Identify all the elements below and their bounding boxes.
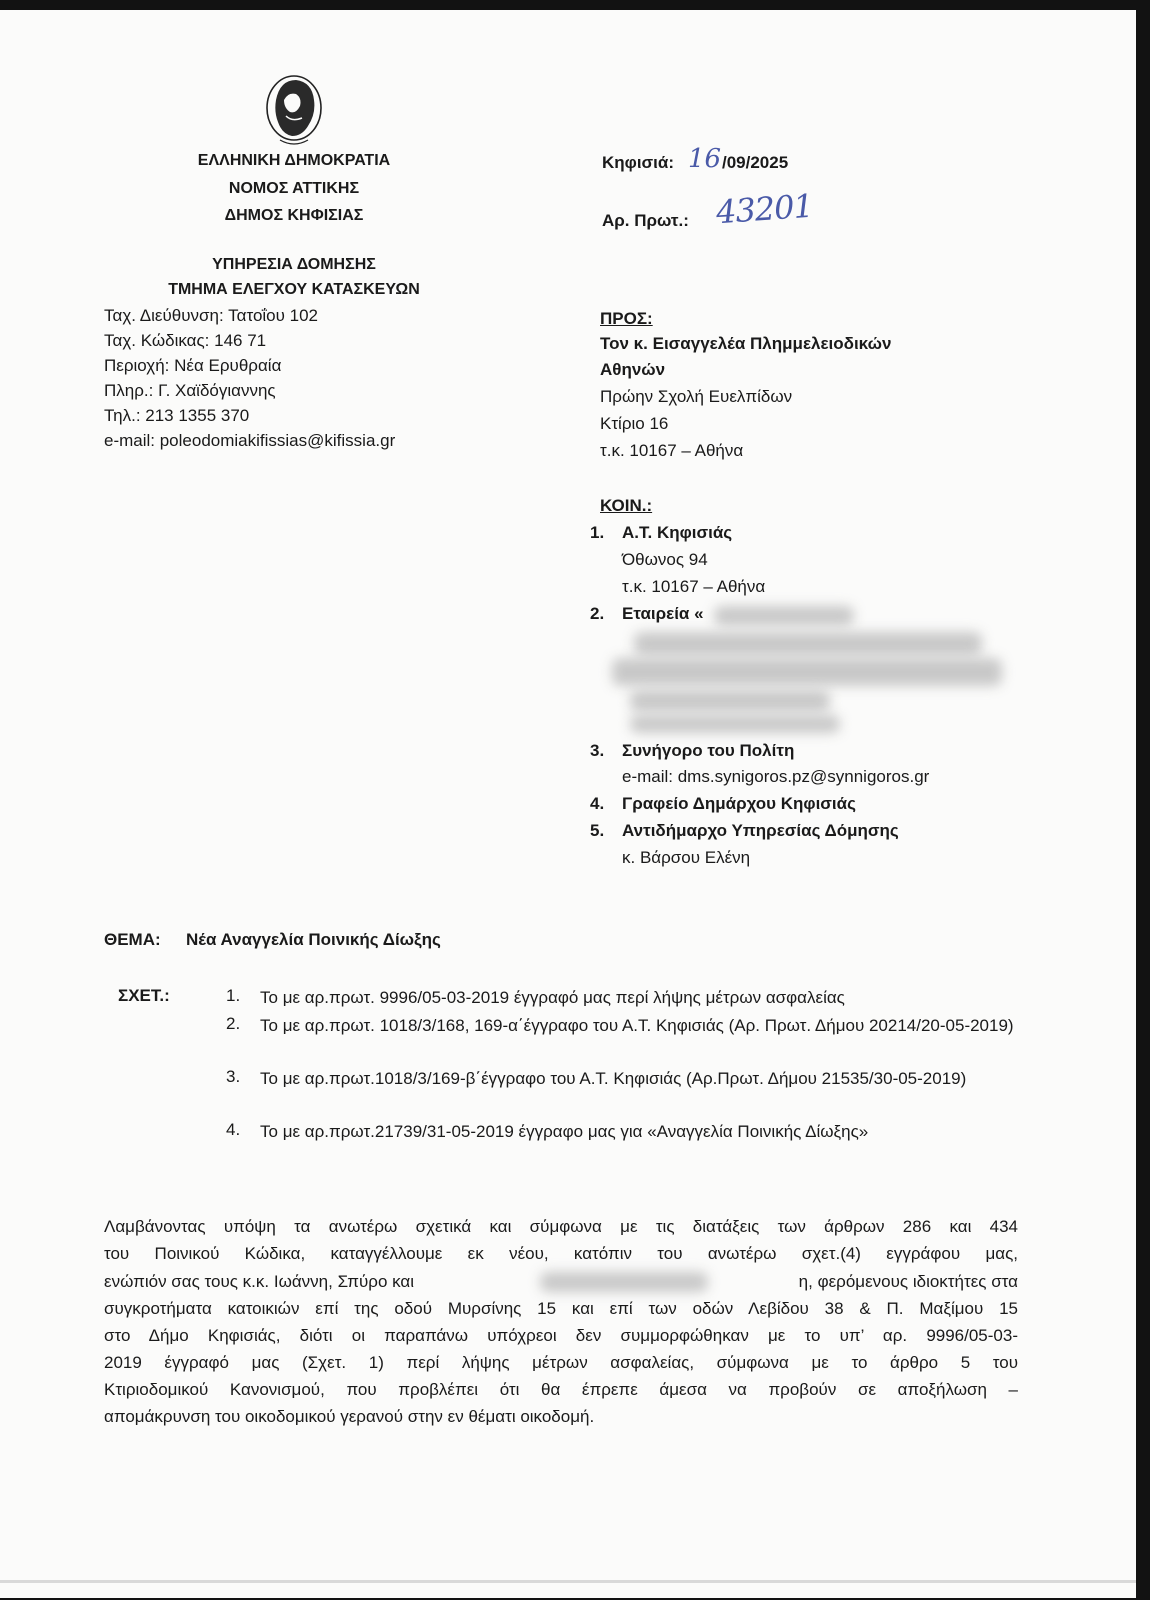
contact-email: e-mail: poleodomiakifissias@kifissia.gr <box>104 431 396 450</box>
related-item-text: Το με αρ.πρωτ. 9996/05-03-2019 έγγραφό μας περί λήψης μέτρων ασφαλείας <box>260 988 845 1007</box>
contact-phone: Τηλ.: 213 1355 370 <box>104 406 250 425</box>
header-service: ΥΠΗΡΕΣΙΑ ΔΟΜΗΣΗΣ <box>212 256 376 273</box>
cc-item-line: e-mail: dms.synigoros.pz@synnigoros.gr <box>622 767 930 786</box>
header-department: ΤΜΗΜΑ ΕΛΕΓΧΟΥ ΚΑΤΑΣΚΕΥΩΝ <box>168 281 420 298</box>
cc-item-title: Γραφείο Δημάρχου Κηφισιάς <box>622 794 856 813</box>
related-item-num: 1. <box>226 986 241 1005</box>
subject-text: Νέα Αναγγελία Ποινικής Δίωξης <box>186 930 441 949</box>
contact-postcode: Ταχ. Κώδικας: 146 71 <box>104 331 267 350</box>
redacted-block <box>630 715 840 733</box>
protocol-number-handwritten: 43201 <box>714 186 815 232</box>
redacted-block <box>612 658 1002 686</box>
header-state: ΕΛΛΗΝΙΚΗ ΔΗΜΟΚΡΑΤΙΑ <box>197 152 391 169</box>
cc-item-num: 5. <box>590 821 605 840</box>
contact-info: Πληρ.: Γ. Χαϊδόγιαννης <box>104 381 276 400</box>
redacted-block <box>630 690 830 712</box>
related-item-num: 2. <box>226 1014 241 1033</box>
related-item-num: 4. <box>226 1120 241 1139</box>
header-municipality: ΔΗΜΟΣ ΚΗΦΙΣΙΑΣ <box>224 207 364 224</box>
to-line2: Αθηνών <box>600 360 666 379</box>
body-line: του Ποινικού Κώδικα, καταγγέλλουμε εκ νέου, κατόπιν του ανωτέρω σχετ.(4) εγγράφου μας, <box>104 1244 1018 1263</box>
header-prefecture: ΝΟΜΟΣ ΑΤΤΙΚΗΣ <box>228 180 360 197</box>
cc-item-num: 4. <box>590 794 605 813</box>
contact-area: Περιοχή: Νέα Ερυθραία <box>104 356 282 375</box>
body-line: απομάκρυνση του οικοδομικού γερανού στην εν θέματι οικοδομή. <box>104 1407 595 1426</box>
redacted-block <box>634 632 982 656</box>
greek-emblem-logo <box>262 70 326 156</box>
cc-item-title: Συνήγορο του Πολίτη <box>622 741 795 760</box>
body-line: Λαμβάνοντας υπόψη τα ανωτέρω σχετικά και σύμφωνα με τις διατάξεις των άρθρων 286 και 434 <box>104 1217 1018 1236</box>
body-line: 2019 έγγραφό μας (Σχετ. 1) περί λήψης μέτρων ασφαλείας, σύμφωνα με το άρθρο 5 του <box>104 1353 1018 1372</box>
body-line: στο Δήμο Κηφισιάς, διότι οι παραπάνω υπόχρεοι δεν συμμορφώθηκαν με το υπ’ αρ. 9996/05-03- <box>104 1326 1018 1345</box>
related-item-text: Το με αρ.πρωτ. 1018/3/168, 169-α΄έγγραφο του Α.Τ. Κηφισιάς (Αρ. Πρωτ. Δήμου 20214/20-05-2019) <box>260 1016 1014 1035</box>
cc-item-num: 1. <box>590 523 605 542</box>
contact-address: Ταχ. Διεύθυνση: Τατοΐου 102 <box>104 306 319 325</box>
cc-item-num: 3. <box>590 741 605 760</box>
cc-item-line: κ. Βάρσου Ελένη <box>622 848 751 867</box>
body-line: Κτιριοδομικού Κανονισμού, που προβλέπει ότι θα έπρεπε άμεσα να προβούν σε αποξήλωση – <box>104 1380 1018 1399</box>
cc-item-title: Αντιδήμαρχο Υπηρεσίας Δόμησης <box>622 821 899 840</box>
body-line-part: η, φερόμενους ιδιοκτήτες στα <box>798 1272 1018 1291</box>
related-item-text: Το με αρ.πρωτ.21739/31-05-2019 έγγραφο μας για «Αναγγελία Ποινικής Δίωξης» <box>260 1122 869 1141</box>
cc-item-line: Όθωνος 94 <box>622 550 708 569</box>
date-day-handwritten: 16 <box>688 144 722 174</box>
body-line: συγκροτήματα κατοικιών επί της οδού Μυρσίνης 15 και επί των οδών Λεβίδου 38 & Π. Μαξίμου 15 <box>104 1299 1018 1318</box>
to-line4: Κτίριο 16 <box>600 414 669 433</box>
date-rest: /09/2025 <box>722 153 789 172</box>
to-line5: τ.κ. 10167 – Αθήνα <box>600 441 744 460</box>
related-item-num: 3. <box>226 1067 241 1086</box>
to-line1: Τον κ. Εισαγγελέα Πλημμελειοδικών <box>600 334 892 353</box>
cc-heading: ΚΟΙΝ.: <box>600 496 653 515</box>
protocol-label: Αρ. Πρωτ.: <box>602 211 689 230</box>
subject-label: ΘΕΜΑ: <box>104 930 161 949</box>
related-label: ΣΧΕΤ.: <box>118 986 170 1005</box>
date-label: Κηφισιά: <box>602 153 675 172</box>
redacted-block <box>540 1272 708 1292</box>
body-line-part: ενώπιόν σας τους κ.κ. Ιωάννη, Σπύρο και <box>104 1272 415 1291</box>
cc-item-title: Α.Τ. Κηφισιάς <box>622 523 733 542</box>
to-line3: Πρώην Σχολή Ευελπίδων <box>600 387 793 406</box>
cc-item-title: Εταιρεία « <box>622 604 704 623</box>
to-heading: ΠΡΟΣ: <box>600 309 653 328</box>
cc-item-line: τ.κ. 10167 – Αθήνα <box>622 577 766 596</box>
document-page <box>0 10 1136 1598</box>
cc-item-num: 2. <box>590 604 605 623</box>
redacted-block <box>714 606 854 626</box>
related-item-text: Το με αρ.πρωτ.1018/3/169-β΄έγγραφο του Α.Τ. Κηφισιάς (Αρ.Πρωτ. Δήμου 21535/30-05-2019) <box>260 1069 967 1088</box>
